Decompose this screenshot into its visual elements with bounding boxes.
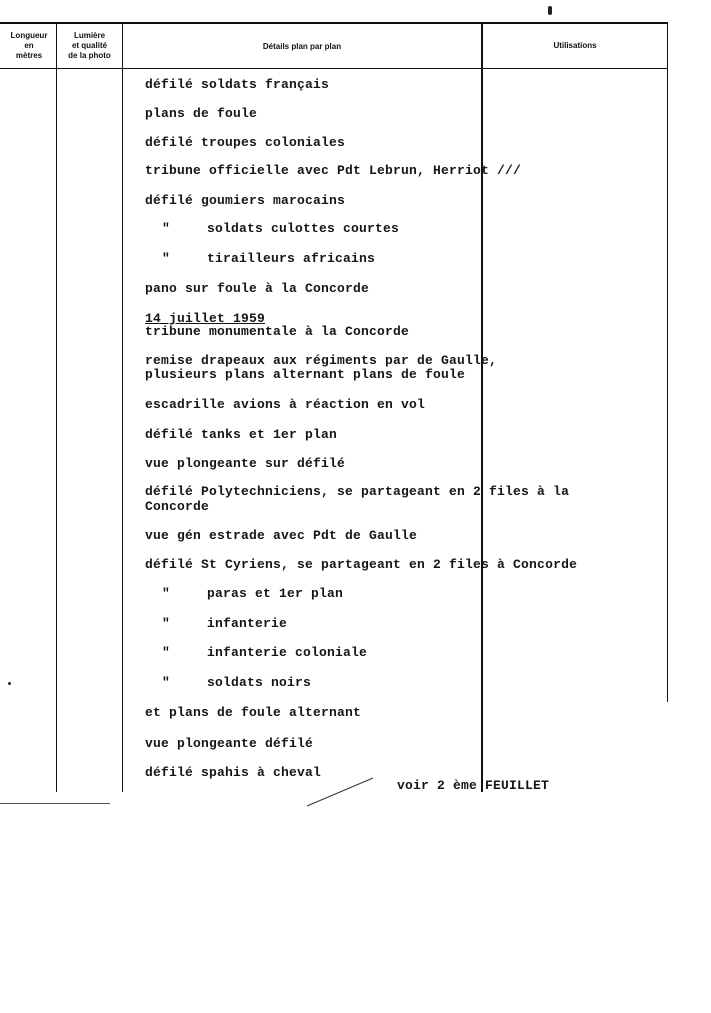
right-border <box>667 22 668 702</box>
shot-line: soldats noirs <box>207 675 312 690</box>
shot-line: vue plongeante sur défilé <box>145 456 346 471</box>
shot-line: défilé troupes coloniales <box>145 135 346 150</box>
shot-line: défilé goumiers marocains <box>145 193 346 208</box>
date-heading: 14 juillet 1959 <box>145 311 266 326</box>
shot-line: et plans de foule alternant <box>145 705 362 720</box>
shot-line: pano sur foule à la Concorde <box>145 281 370 296</box>
column-divider-1 <box>56 22 57 792</box>
ditto-mark: " <box>162 586 170 601</box>
shot-line: défilé soldats français <box>145 77 330 92</box>
top-rule <box>0 22 668 24</box>
shot-line: Concorde <box>145 499 210 514</box>
shot-line: vue plongeante défilé <box>145 736 314 751</box>
header-uses: Utilisations <box>553 41 597 50</box>
ditto-mark: " <box>162 251 170 266</box>
scan-dot <box>548 6 552 15</box>
shot-line: paras et 1er plan <box>207 586 344 601</box>
shot-line: infanterie coloniale <box>207 645 368 660</box>
shot-line: remise drapeaux aux régiments par de Gaulle, <box>145 353 498 368</box>
shot-line: tribune monumentale à la Concorde <box>145 324 410 339</box>
shot-line: défilé spahis à cheval <box>145 765 322 780</box>
bottom-rule <box>0 803 110 804</box>
pen-stroke <box>305 776 375 808</box>
shot-line: soldats culottes courtes <box>207 221 400 236</box>
shot-line: plusieurs plans alternant plans de foule <box>145 367 466 382</box>
shot-line: escadrille avions à réaction en vol <box>145 397 426 412</box>
header-length: Longueur en mètres <box>10 31 48 60</box>
next-sheet-note: voir 2 ème FEUILLET <box>397 778 550 793</box>
ditto-mark: " <box>162 675 170 690</box>
shot-line: tribune officielle avec Pdt Lebrun, Herriot /// <box>145 163 522 178</box>
header-bottom-rule <box>0 68 668 69</box>
shot-line: défilé St Cyriens, se partageant en 2 files à Concorde <box>145 557 578 572</box>
shot-line: défilé tanks et 1er plan <box>145 427 338 442</box>
shot-line: infanterie <box>207 616 288 631</box>
shot-line: plans de foule <box>145 106 258 121</box>
column-divider-3 <box>481 22 483 792</box>
header-light-quality: Lumière et qualité de la photo <box>68 31 111 60</box>
shot-line: défilé Polytechniciens, se partageant en 2 files à la <box>145 484 570 499</box>
scan-dot <box>8 682 11 685</box>
ditto-mark: " <box>162 221 170 236</box>
column-divider-2 <box>122 22 123 792</box>
ditto-mark: " <box>162 645 170 660</box>
ditto-mark: " <box>162 616 170 631</box>
header-shot-details: Détails plan par plan <box>262 42 342 51</box>
shot-line: tirailleurs africains <box>207 251 376 266</box>
shot-line: vue gén estrade avec Pdt de Gaulle <box>145 528 418 543</box>
